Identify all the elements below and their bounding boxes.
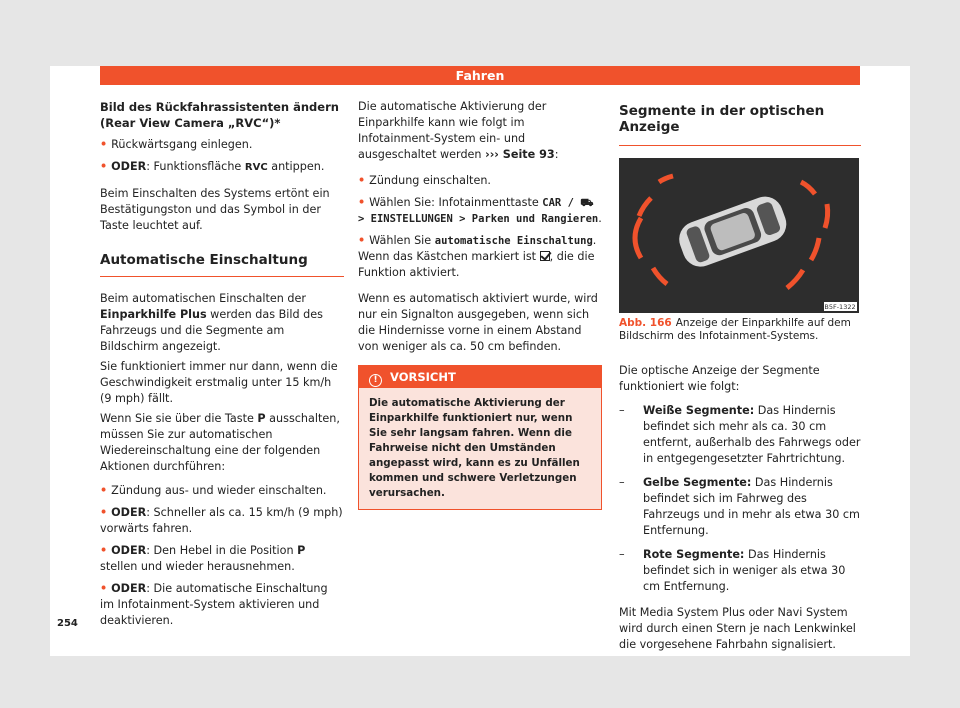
list-item: • ODER: Den Hebel in die Position P stellen und wieder herausnehmen. — [100, 544, 306, 573]
paragraph: Beim Einschalten des Systems ertönt ein Bestätigungston und das Symbol in der Taste leuchtet auf. — [100, 187, 330, 232]
paragraph: Die optische Anzeige der Segmente funktioniert wie folgt: — [619, 364, 820, 393]
menu-option: automatische Einschaltung — [434, 235, 593, 247]
page-number: 254 — [57, 618, 78, 629]
list-item: • Zündung aus- und wieder einschalten. — [100, 484, 327, 497]
list-item: • ODER: Funktionsfläche RVC antippen. — [100, 160, 325, 173]
bullet-dot-icon: • — [358, 234, 366, 247]
list-item: – Weiße Segmente: Das Hindernis befindet sich mehr als ca. 30 cm entfernt, außerhalb des Fahrwegs oder in entgegengesetzter Fahrtrichtung. — [619, 404, 861, 465]
bullet-dot-icon: • — [100, 506, 108, 519]
list-item: • ODER: Schneller als ca. 15 km/h (9 mph) vorwärts fahren. — [100, 506, 343, 535]
bullet-dot-icon: • — [100, 160, 108, 173]
bullet-dot-icon: • — [100, 138, 108, 151]
info-circle-icon: ! — [369, 374, 382, 387]
section-title-segments: Segmente in der optischen Anzeige — [619, 99, 861, 146]
warning-text: Die automatische Aktivierung der Einparkhilfe funktioniert nur, wenn Sie sehr langsam fahren. Wenn die Fahrweise nicht den Umständen angepasst wird, kann es zu Unfällen kommen und schwere Verletzungen verursachen. — [359, 388, 601, 509]
column-left — [100, 99, 344, 635]
section-title-auto: Automatische Einschaltung — [100, 252, 344, 277]
column-right — [619, 99, 861, 663]
warning-header: ! VORSICHT — [359, 366, 601, 388]
top-margin-band — [50, 48, 910, 66]
paragraph: Wenn Sie sie über die Taste P ausschalten, müssen Sie zur automatischen Wiedereinschaltung eine der folgenden Aktionen durchführen: — [100, 412, 340, 473]
bullet-dot-icon: • — [100, 484, 108, 497]
checkbox-checked-icon — [540, 251, 550, 261]
list-item: – Rote Segmente: Das Hindernis befindet sich in weniger als etwa 30 cm Entfernung. — [619, 548, 846, 593]
figure-caption: Abb. 166 Anzeige der Einparkhilfe auf dem Bildschirm des Infotainment-Systems. — [619, 317, 851, 342]
paragraph: Sie funktioniert immer nur dann, wenn die Geschwindigkeit erstmalig unter 15 km/h (9 mph) fällt. — [100, 360, 338, 405]
page-link[interactable]: ››› Seite 93 — [485, 148, 555, 161]
column-middle — [358, 99, 602, 510]
paragraph: Die automatische Aktivierung der Einparkhilfe kann wie folgt im Infotainment-System ein- und ausgeschaltet werden ››› Seite 93: — [358, 100, 559, 161]
paragraph: Mit Media System Plus oder Navi System wird durch einen Stern je nach Lenkwinkel die vorgesehene Fahrbahn signalisiert. — [619, 606, 856, 651]
list-item: • Wählen Sie: Infotainmenttaste CAR / ⛟ > EINSTELLUNGEN > Parken und Rangieren. — [358, 196, 602, 225]
bullet-dot-icon: • — [100, 544, 108, 557]
list-item: – Gelbe Segmente: Das Hindernis befindet sich im Fahrweg des Fahrzeugs und in mehr als etwa 30 cm Entfernung. — [619, 476, 860, 537]
bullet-dot-icon: • — [100, 582, 108, 595]
page-header: Fahren — [100, 66, 860, 85]
list-item: • Rückwärtsgang einlegen. — [100, 138, 253, 151]
rvc-key: RVC — [244, 162, 268, 173]
list-item: • ODER: Die automatische Einschaltung im Infotainment-System aktivieren und deaktivieren. — [100, 582, 328, 627]
bullet-dot-icon: • — [358, 196, 366, 209]
park-key-icon: P — [257, 412, 266, 425]
list-item: • Wählen Sie automatische Einschaltung. Wenn das Kästchen markiert ist , die die Funktion aktiviert. — [358, 234, 597, 279]
rvc-heading: Bild des Rückfahrassistenten ändern (Rear View Camera „RVC“)* — [100, 100, 339, 130]
parking-sensor-illustration — [619, 158, 859, 313]
menu-path: CAR / ⛟ > EINSTELLUNGEN > Parken und Rangieren — [358, 197, 599, 225]
parking-display-figure — [619, 158, 859, 313]
list-item: • Zündung einschalten. — [358, 174, 491, 187]
warning-box — [358, 365, 602, 510]
bullet-dot-icon: • — [358, 174, 366, 187]
paragraph: Wenn es automatisch aktiviert wurde, wird nur ein Signalton ausgegeben, wenn sich die Hindernisse vorne in einem Abstand von weniger als ca. 50 cm befinden. — [358, 292, 598, 353]
paragraph: Beim automatischen Einschalten der Einparkhilfe Plus werden das Bild des Fahrzeugs und die Segmente am Bildschirm angezeigt. — [100, 292, 323, 353]
figure-code: B5F-1322 — [824, 303, 856, 311]
